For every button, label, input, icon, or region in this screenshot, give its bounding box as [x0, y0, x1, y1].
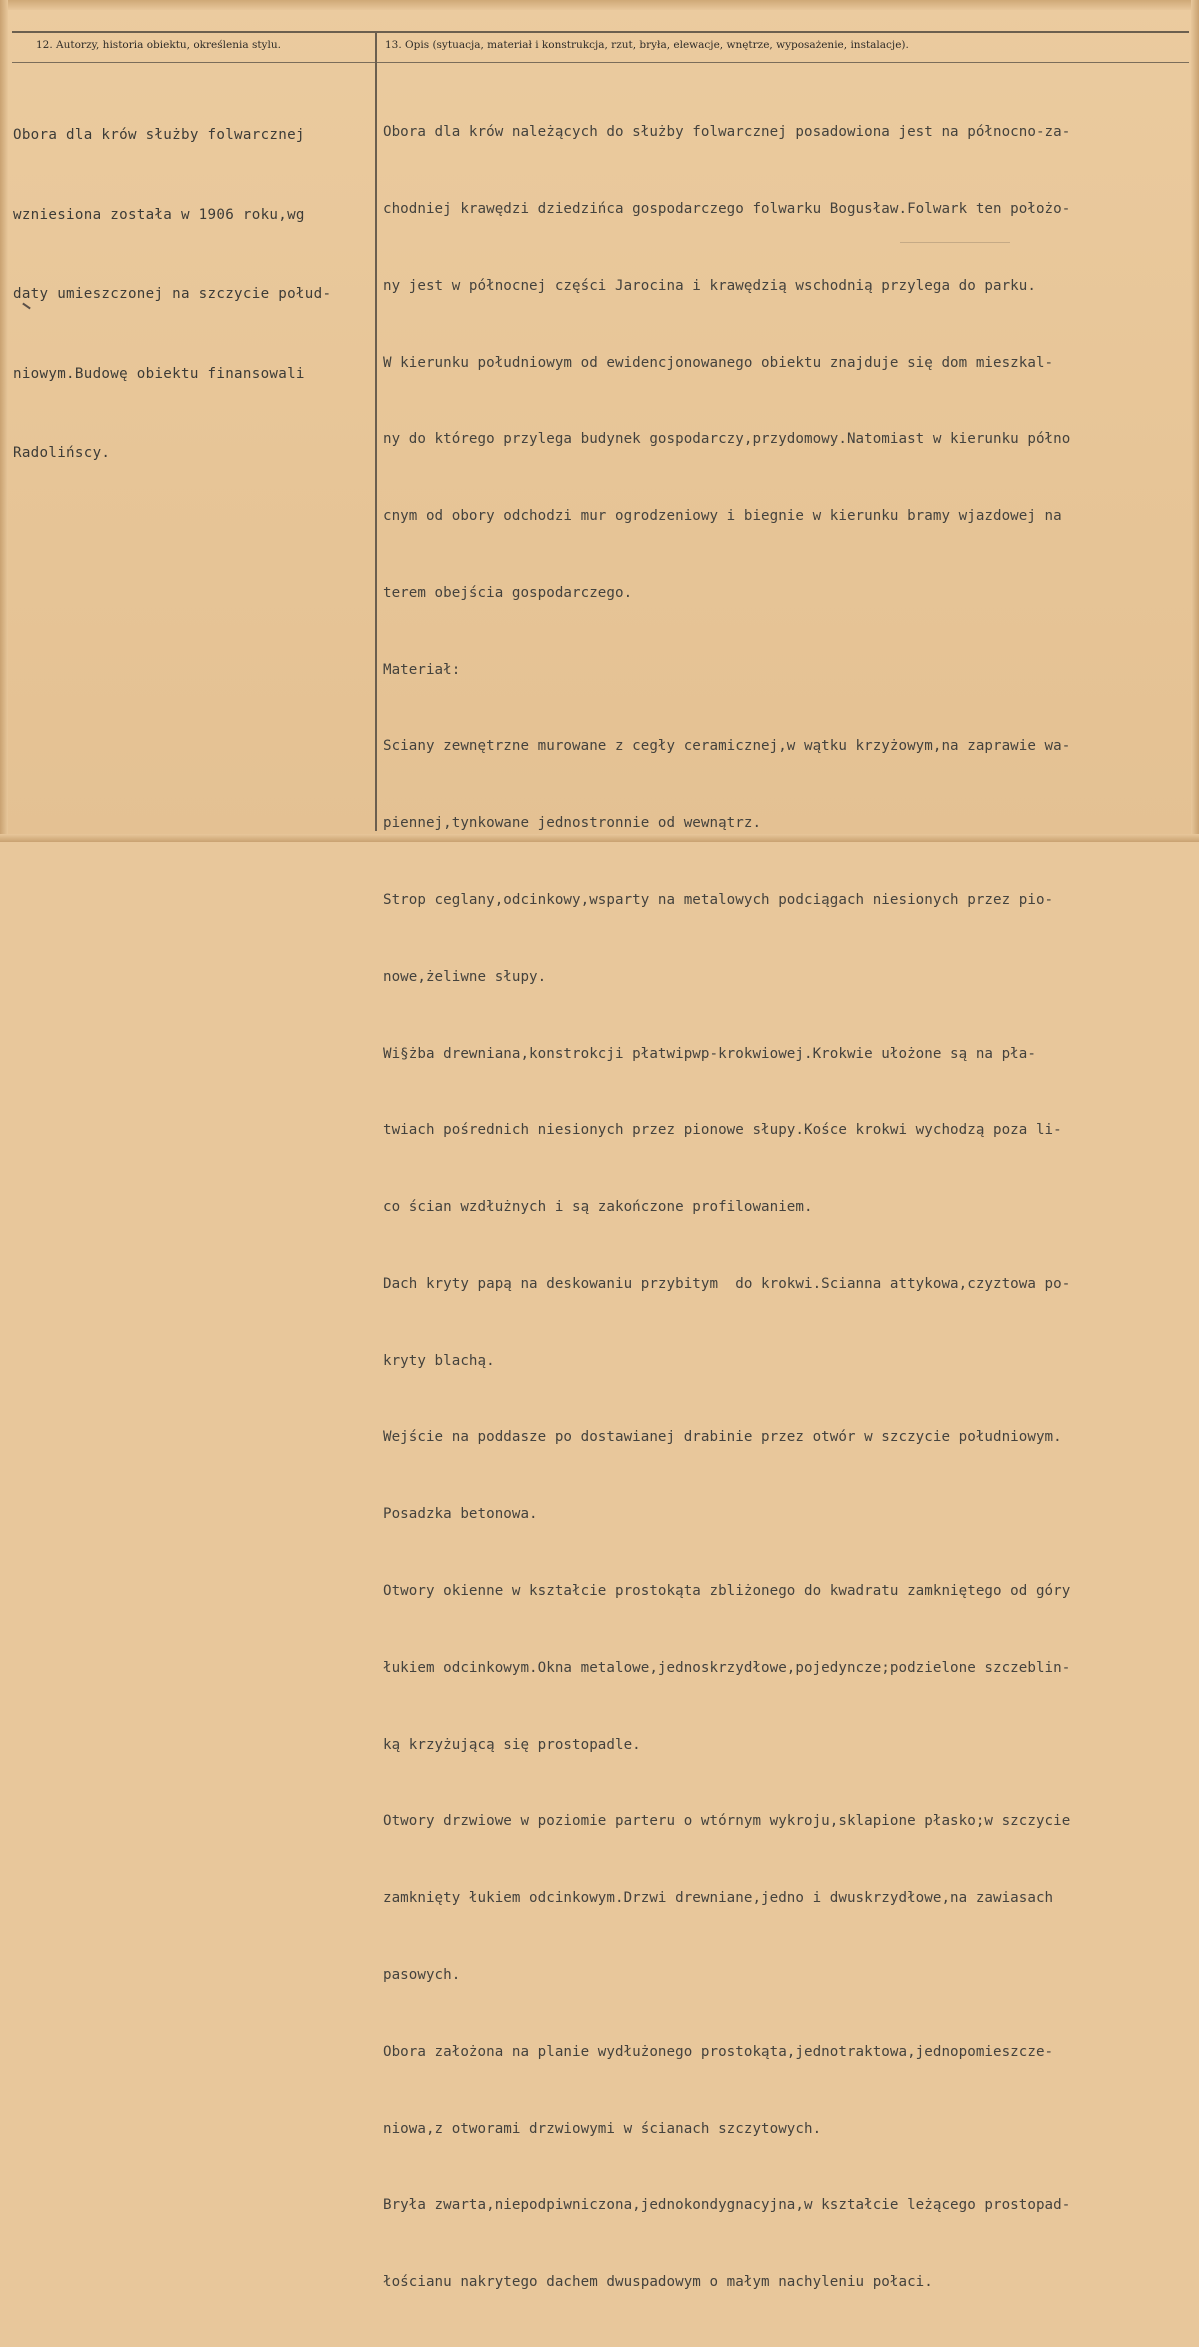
column-divider	[375, 31, 377, 831]
text-line: co ścian wzdłużnych i są zakończone profilowaniem.	[383, 1199, 813, 1216]
text-line: terem obejścia gospodarczego.	[383, 584, 633, 601]
section-12-heading: 12. Autorzy, historia obiektu, określenia stylu.	[36, 39, 281, 51]
section-13-heading: 13. Opis (sytuacja, materiał i konstrukcja, rzut, bryła, elewacje, wnętrze, wyposażenie, instalacje).	[385, 39, 909, 51]
text-line: Wi§żba drewniana,konstrokcji płatwipwp-krokwiowej.Krokwie ułożone są na pła-	[383, 1045, 1036, 1062]
text-line: zamknięty łukiem odcinkowym.Drzwi drewniane,jedno i dwuskrzydłowe,na zawiasach	[383, 1890, 1054, 1907]
text-line: twiach pośrednich niesionych przez pionowe słupy.Kośce krokwi wychodzą poza li-	[383, 1122, 1062, 1139]
paper-edge-top	[0, 0, 1199, 10]
text-line: Sciany zewnętrzne murowane z cegły ceramicznej,w wątku krzyżowym,na zaprawie wa-	[383, 738, 1071, 755]
text-line: Wejście na poddasze po dostawianej drabinie przez otwór w szczycie południowym.	[383, 1429, 1062, 1446]
paper-edge-left	[0, 0, 8, 842]
text-line: Otwory okienne w kształcie prostokąta zbliżonego do kwadratu zamkniętego od góry	[383, 1583, 1071, 1600]
paper-edge-right	[1191, 0, 1199, 842]
text-line: Radolińscy.	[13, 445, 111, 461]
text-line: nowe,żeliwne słupy.	[383, 968, 547, 985]
section-12-text	[13, 69, 371, 520]
faint-stroke	[900, 242, 1010, 243]
text-line: Otwory drzwiowe w poziomie parteru o wtórnym wykroju,sklapione płasko;w szczycie	[383, 1813, 1071, 1830]
text-line: daty umieszczonej na szczycie połud-	[13, 286, 332, 302]
text-line: Obora dla krów służby folwarcznej	[13, 127, 305, 143]
text-line: niowym.Budowę obiektu finansowali	[13, 365, 305, 382]
text-line: Strop ceglany,odcinkowy,wsparty na metalowych podciągach niesionych przez pio-	[383, 892, 1054, 908]
text-line: chodniej krawędzi dziedzińca gospodarczego folwarku Bogusław.Folwark ten położo-	[383, 200, 1071, 217]
text-line: W kierunku południowym od ewidencjonowanego obiektu znajduje się dom mieszkal-	[383, 354, 1054, 371]
section-13-text	[383, 69, 1189, 2347]
text-line: wzniesiona została w 1906 roku,wg	[13, 206, 305, 223]
text-line: ny jest w północnej części Jarocina i krawędzią wschodnią przylega do parku.	[383, 277, 1036, 294]
text-line: Obora dla krów należących do służby folwarcznej posadowiona jest na północno-za-	[383, 124, 1071, 141]
text-line: ny do którego przylega budynek gospodarczy,przydomowy.Natomiast w kierunku półno	[383, 431, 1071, 448]
text-line: Materiał:	[383, 661, 461, 678]
heading-rule	[12, 62, 1189, 63]
text-line: piennej,tynkowane jednostronnie od wewnątrz.	[383, 815, 762, 832]
text-line: Posadzka betonowa.	[383, 1506, 538, 1523]
text-line: łukiem odcinkowym.Okna metalowe,jednoskrzydłowe,pojedyncze;podzielone szczeblin-	[383, 1659, 1071, 1676]
text-line: łościanu nakrytego dachem dwuspadowym o małym nachyleniu połaci.	[383, 2274, 933, 2291]
text-line: Bryła zwarta,niepodpiwniczona,jednokondygnacyjna,w kształcie leżącego prostopad-	[383, 2197, 1071, 2214]
text-line: pasowych.	[383, 1966, 461, 1983]
text-line: niowa,z otworami drzwiowymi w ścianach szczytowych.	[383, 2120, 822, 2137]
text-line: Obora założona na planie wydłużonego prostokąta,jednotraktowa,jednopomieszcze-	[383, 2043, 1054, 2060]
top-rule	[12, 31, 1189, 33]
text-line: kryty blachą.	[383, 1352, 495, 1369]
text-line: Dach kryty papą na deskowaniu przybitym do krokwi.Scianna attykowa,czyztowa po-	[383, 1275, 1071, 1292]
text-line: ką krzyżującą się prostopadle.	[383, 1736, 641, 1753]
text-line: cnym od obory odchodzi mur ogrodzeniowy i biegnie w kierunku bramy wjazdowej na	[383, 508, 1062, 525]
